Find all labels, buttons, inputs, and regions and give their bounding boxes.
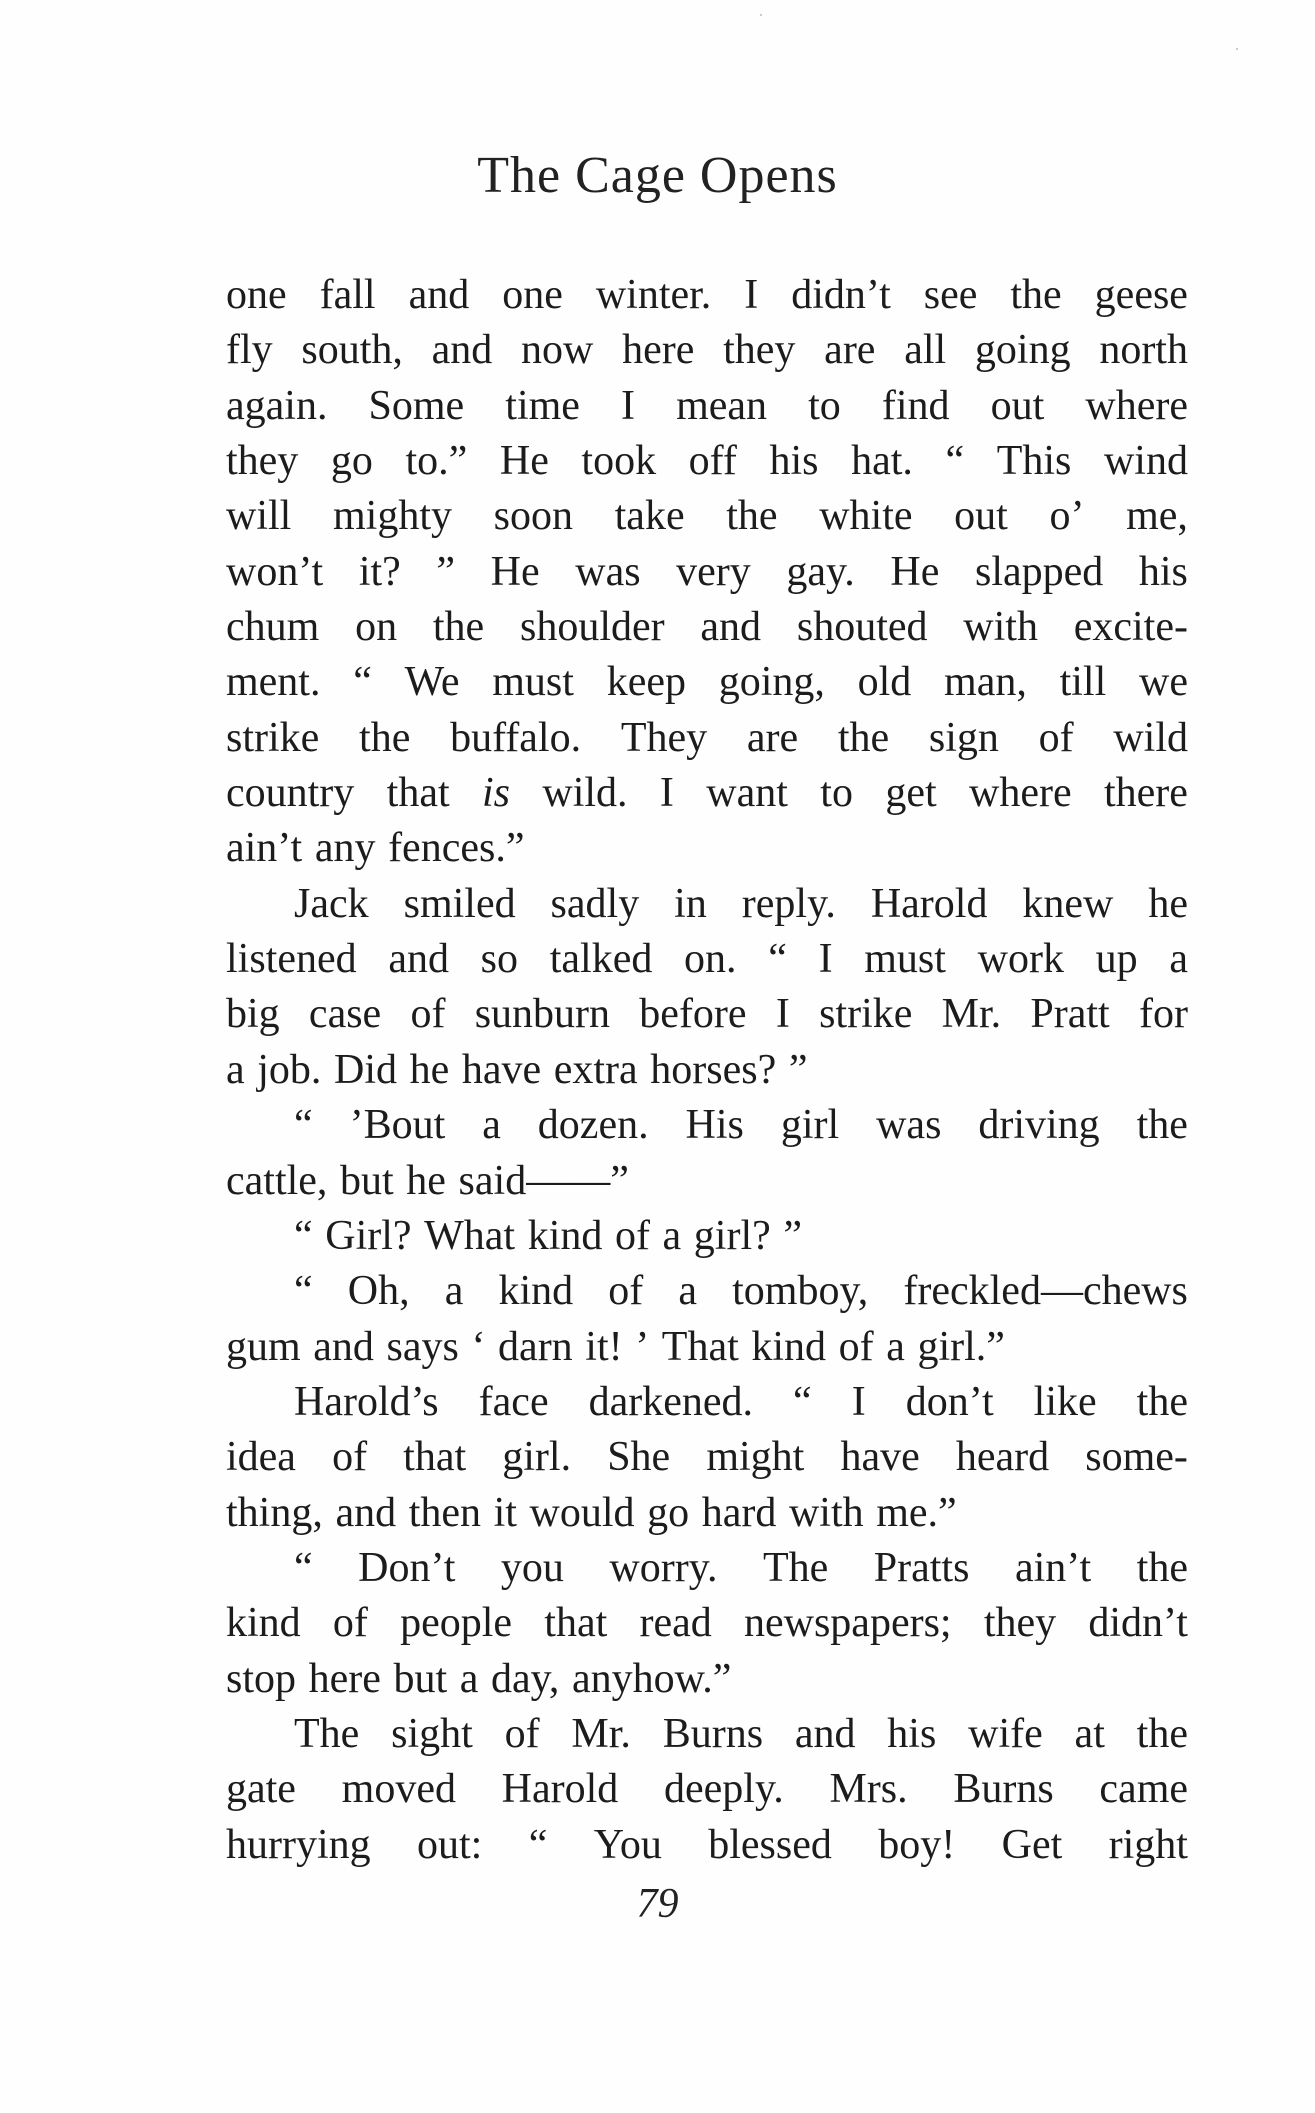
text-line (226, 1154, 1188, 1209)
word: and (388, 936, 449, 983)
paper-speck (760, 14, 762, 16)
italic-word: is (482, 770, 511, 817)
word: sunburn (474, 991, 611, 1038)
text-line (226, 323, 1188, 378)
word: they (723, 327, 796, 374)
word: where (968, 770, 1072, 817)
paper-speck (1236, 48, 1238, 50)
word: ‘ (471, 1323, 486, 1370)
word: find (881, 382, 950, 429)
word: gum (226, 1323, 301, 1370)
word (482, 766, 510, 821)
word: all (904, 327, 947, 374)
word: the (359, 714, 411, 761)
word: he (406, 1157, 446, 1204)
running-head: The Cage Opens (477, 147, 838, 204)
word: Pratt (1030, 991, 1110, 1038)
word: shoulder (519, 604, 665, 651)
word: of (332, 1600, 368, 1647)
word: don’t (905, 1378, 994, 1425)
word: I (775, 991, 790, 1038)
word: stop (226, 1655, 297, 1702)
text-line (226, 434, 1188, 489)
word: newspapers; (743, 1600, 952, 1647)
text-line (226, 1762, 1188, 1817)
word: slapped (974, 548, 1104, 595)
word: tomboy, (732, 1268, 869, 1315)
word: and (794, 1710, 856, 1757)
word: The (294, 1710, 360, 1757)
word: the (1136, 1378, 1188, 1425)
word: a (459, 1655, 479, 1702)
word: dozen. (537, 1102, 649, 1149)
word: in (674, 880, 707, 927)
word: I (621, 382, 636, 429)
word: to.” (405, 438, 468, 485)
word: ain’t (226, 825, 303, 872)
word: go (647, 1489, 690, 1536)
word: going (974, 327, 1071, 374)
word: strike (819, 991, 913, 1038)
word: “ (945, 438, 965, 485)
word: north (1099, 327, 1188, 374)
text-line (226, 655, 1188, 710)
word: me, (1126, 493, 1188, 540)
word: Burns (953, 1766, 1054, 1813)
word: it! (585, 1323, 623, 1370)
word: face (478, 1378, 549, 1425)
word: the (1136, 1544, 1188, 1591)
text-line (226, 1596, 1188, 1651)
word: the (726, 493, 778, 540)
word: here (622, 327, 695, 374)
word: came (1099, 1766, 1188, 1813)
word: me.” (876, 1489, 957, 1536)
word: but (340, 1157, 394, 1204)
word: that (403, 1434, 467, 1481)
text-line (226, 1430, 1188, 1485)
word: mean (676, 382, 768, 429)
word: ’ (635, 1323, 650, 1370)
word: soon (493, 493, 573, 540)
word: won’t (226, 548, 324, 595)
word: to (820, 770, 853, 817)
word: boy! (878, 1821, 956, 1868)
word: Don’t (358, 1544, 456, 1591)
text-line (226, 1818, 1188, 1873)
word: must (864, 936, 946, 983)
word: girl? (693, 1212, 771, 1259)
word: thing, (226, 1489, 323, 1536)
word: hard (701, 1489, 777, 1536)
text-line (226, 1707, 1188, 1762)
word: the (837, 714, 890, 761)
word: darn (498, 1323, 573, 1370)
word: Some (368, 382, 465, 429)
word: old (857, 659, 912, 706)
word: kind (226, 1600, 301, 1647)
word: mighty (332, 493, 452, 540)
word: case (308, 991, 382, 1038)
word: strike (226, 714, 320, 761)
word: for (1138, 991, 1188, 1038)
word: a (678, 1268, 698, 1315)
word: Mr. (571, 1710, 631, 1757)
word: white (819, 493, 913, 540)
word: idea (226, 1434, 296, 1481)
word: he (1148, 880, 1188, 927)
word: then (408, 1489, 481, 1536)
word: time (505, 382, 580, 429)
text-line (226, 766, 1188, 821)
word: a (226, 1046, 245, 1093)
word: didn’t (1088, 1600, 1188, 1647)
word: That (661, 1323, 739, 1370)
text-line (226, 545, 1188, 600)
word: have (840, 1434, 920, 1481)
word: again. (226, 382, 328, 429)
word: “ (793, 1378, 812, 1425)
word: girl. (502, 1434, 572, 1481)
word: off (688, 438, 737, 485)
word: Mr. (941, 991, 1002, 1038)
word: wind (1103, 438, 1188, 485)
word: was (876, 1102, 942, 1149)
word: This (996, 438, 1072, 485)
word: are (746, 714, 799, 761)
word: right (1108, 1821, 1188, 1868)
word: “ (294, 1102, 313, 1149)
text-line (226, 987, 1188, 1042)
word: take (614, 493, 685, 540)
word: the (432, 604, 485, 651)
word: we (1139, 659, 1188, 706)
word: kind (498, 1268, 574, 1315)
word: day, (491, 1655, 560, 1702)
word: I (744, 272, 759, 318)
word: a (1169, 936, 1188, 983)
word: wild (1113, 714, 1188, 761)
word: a (444, 1268, 464, 1315)
text-line (226, 1541, 1188, 1596)
word: “ (294, 1544, 313, 1591)
word: where (1085, 382, 1188, 429)
word: get (885, 770, 937, 817)
text-line (226, 1486, 1188, 1541)
word: sight (391, 1710, 473, 1757)
word: but (393, 1655, 448, 1702)
word: anyhow.” (572, 1655, 732, 1702)
word: Did (334, 1046, 398, 1093)
word: till (1059, 659, 1107, 706)
word: girl.” (917, 1323, 1005, 1370)
word: and (408, 272, 470, 318)
word: out (954, 493, 1008, 540)
word: sign (928, 714, 999, 761)
word: winter. (595, 272, 712, 318)
word: would (529, 1489, 635, 1536)
word: before (639, 991, 747, 1038)
word: read (639, 1600, 712, 1647)
word: fly (226, 327, 273, 374)
word: and (431, 327, 493, 374)
word: chum (226, 604, 320, 651)
word: listened (226, 936, 357, 983)
word: Mrs. (829, 1766, 908, 1813)
word: I (851, 1378, 866, 1425)
word: Harold (501, 1766, 619, 1813)
word: south, (301, 327, 403, 374)
word: here (308, 1655, 381, 1702)
text-line (226, 877, 1188, 932)
word: will (226, 493, 292, 540)
word: His (685, 1102, 744, 1149)
text-line (226, 932, 1188, 987)
word: Harold’s (294, 1378, 439, 1425)
word: Pratts (873, 1544, 970, 1591)
word: “ (528, 1821, 548, 1868)
word: they (226, 438, 299, 485)
text-line (226, 821, 1188, 876)
word: to (808, 382, 841, 429)
word: ’Bout (349, 1102, 446, 1149)
word: deeply. (664, 1766, 784, 1813)
word: at (1074, 1710, 1105, 1757)
word: ” (788, 1046, 808, 1093)
text-line (226, 1043, 1188, 1098)
word: a (482, 1102, 501, 1149)
word: ” (783, 1212, 803, 1259)
word: hat. (851, 438, 913, 485)
word: I (659, 770, 674, 817)
word: ment. (226, 659, 321, 706)
word: see (923, 272, 978, 318)
word: it (493, 1489, 517, 1536)
word: reply. (741, 880, 836, 927)
word: He (499, 438, 549, 485)
word: excite- (1073, 604, 1188, 651)
word: must (492, 659, 574, 706)
word: with (788, 1489, 864, 1536)
word: You (593, 1821, 662, 1868)
word: gay. (786, 548, 855, 595)
word: that (544, 1600, 608, 1647)
word: shouted (796, 604, 928, 651)
word: Girl? (325, 1212, 412, 1259)
word: says (386, 1323, 459, 1370)
word: his (1138, 548, 1188, 595)
word: the (1136, 1102, 1188, 1149)
word: work (977, 936, 1064, 983)
word: The (762, 1544, 829, 1591)
word: was (575, 548, 641, 595)
word: Oh, (347, 1268, 410, 1315)
word: He (890, 548, 940, 595)
word: moved (341, 1766, 456, 1813)
word: the (1136, 1710, 1188, 1757)
text-line (226, 379, 1188, 434)
word: and (313, 1323, 374, 1370)
word: driving (978, 1102, 1100, 1149)
word: going, (718, 659, 825, 706)
word: now (521, 327, 594, 374)
word: They (620, 714, 708, 761)
word: Jack (294, 880, 369, 927)
word: of (1038, 714, 1074, 761)
word: like (1033, 1378, 1097, 1425)
word: might (706, 1434, 805, 1481)
word: fall (319, 272, 376, 318)
word: of (332, 1434, 368, 1481)
word: ” (436, 548, 456, 595)
word: it? (358, 548, 401, 595)
word: of (410, 991, 446, 1038)
text-line (226, 600, 1188, 655)
word: are (824, 327, 876, 374)
word: go (330, 438, 373, 485)
word: took (581, 438, 657, 485)
word: one (502, 272, 563, 318)
word: a (886, 1323, 905, 1370)
word: What (424, 1212, 516, 1259)
word: wife (968, 1710, 1043, 1757)
word: darkened. (588, 1378, 754, 1425)
text-line (226, 1652, 1188, 1707)
text-line (226, 711, 1188, 766)
text-line (226, 489, 1188, 544)
word: one (226, 272, 287, 318)
word: fences.” (388, 825, 525, 872)
body-text (226, 268, 1188, 1873)
word: of (614, 1212, 650, 1259)
word: We (404, 659, 460, 706)
word: so (480, 936, 519, 983)
word: freckled—chews (903, 1268, 1188, 1315)
word: kind (751, 1323, 827, 1370)
word: blessed (708, 1821, 832, 1868)
word: “ (768, 936, 787, 983)
text-line (226, 1320, 1188, 1375)
word: kind (527, 1212, 603, 1259)
word: his (887, 1710, 937, 1757)
page-number: 79 (636, 1881, 679, 1927)
word: horses? (650, 1046, 777, 1093)
word: of (608, 1268, 644, 1315)
word: sadly (550, 880, 640, 927)
word: up (1095, 936, 1138, 983)
word: job. (257, 1046, 322, 1093)
word: and (700, 604, 762, 651)
word: out (990, 382, 1045, 429)
word: “ (294, 1212, 313, 1259)
word: gate (226, 1766, 296, 1813)
word: out: (417, 1821, 483, 1868)
text-line (226, 1264, 1188, 1319)
text-line (226, 1209, 1188, 1264)
word: girl (780, 1102, 840, 1149)
word: have (461, 1046, 542, 1093)
word: ain’t (1014, 1544, 1092, 1591)
word: on (355, 604, 398, 651)
word: country (226, 770, 355, 817)
word: said——” (458, 1157, 629, 1204)
word: that (386, 770, 450, 817)
word: buffalo. (450, 714, 582, 761)
word: knew (1022, 880, 1114, 927)
word: people (400, 1600, 513, 1647)
word: any (314, 825, 376, 872)
word: didn’t (791, 272, 891, 318)
word: you (500, 1544, 564, 1591)
word: talked (549, 936, 653, 983)
word: “ (294, 1268, 313, 1315)
word: the (1010, 272, 1062, 318)
word: very (676, 548, 751, 595)
word: and (335, 1489, 397, 1536)
word: some- (1085, 1434, 1188, 1481)
word: heard (955, 1434, 1050, 1481)
word: He (490, 548, 540, 595)
word: cattle, (226, 1157, 328, 1204)
word: hurrying (226, 1821, 371, 1868)
word: of (838, 1323, 874, 1370)
word: Harold (870, 880, 988, 927)
text-line (226, 268, 1188, 323)
word: She (607, 1434, 671, 1481)
word: smiled (403, 880, 516, 927)
word: want (706, 770, 788, 817)
word: Get (1001, 1821, 1063, 1868)
word: “ (353, 659, 372, 706)
word: worry. (609, 1544, 718, 1591)
text-line (226, 1375, 1188, 1430)
word: big (226, 991, 280, 1038)
word: with (963, 604, 1038, 651)
word: o’ (1049, 493, 1085, 540)
word: geese (1094, 272, 1188, 318)
word: man, (944, 659, 1027, 706)
word: I (818, 936, 833, 983)
word: of (504, 1710, 540, 1757)
text-line (226, 1098, 1188, 1153)
word: keep (606, 659, 686, 706)
word: wild. (542, 770, 628, 817)
word: there (1103, 770, 1188, 817)
word: he (409, 1046, 450, 1093)
word: on. (684, 936, 737, 983)
word: a (662, 1212, 682, 1259)
word: Burns (662, 1710, 764, 1757)
word: they (983, 1600, 1057, 1647)
word: his (769, 438, 819, 485)
word: extra (553, 1046, 638, 1093)
